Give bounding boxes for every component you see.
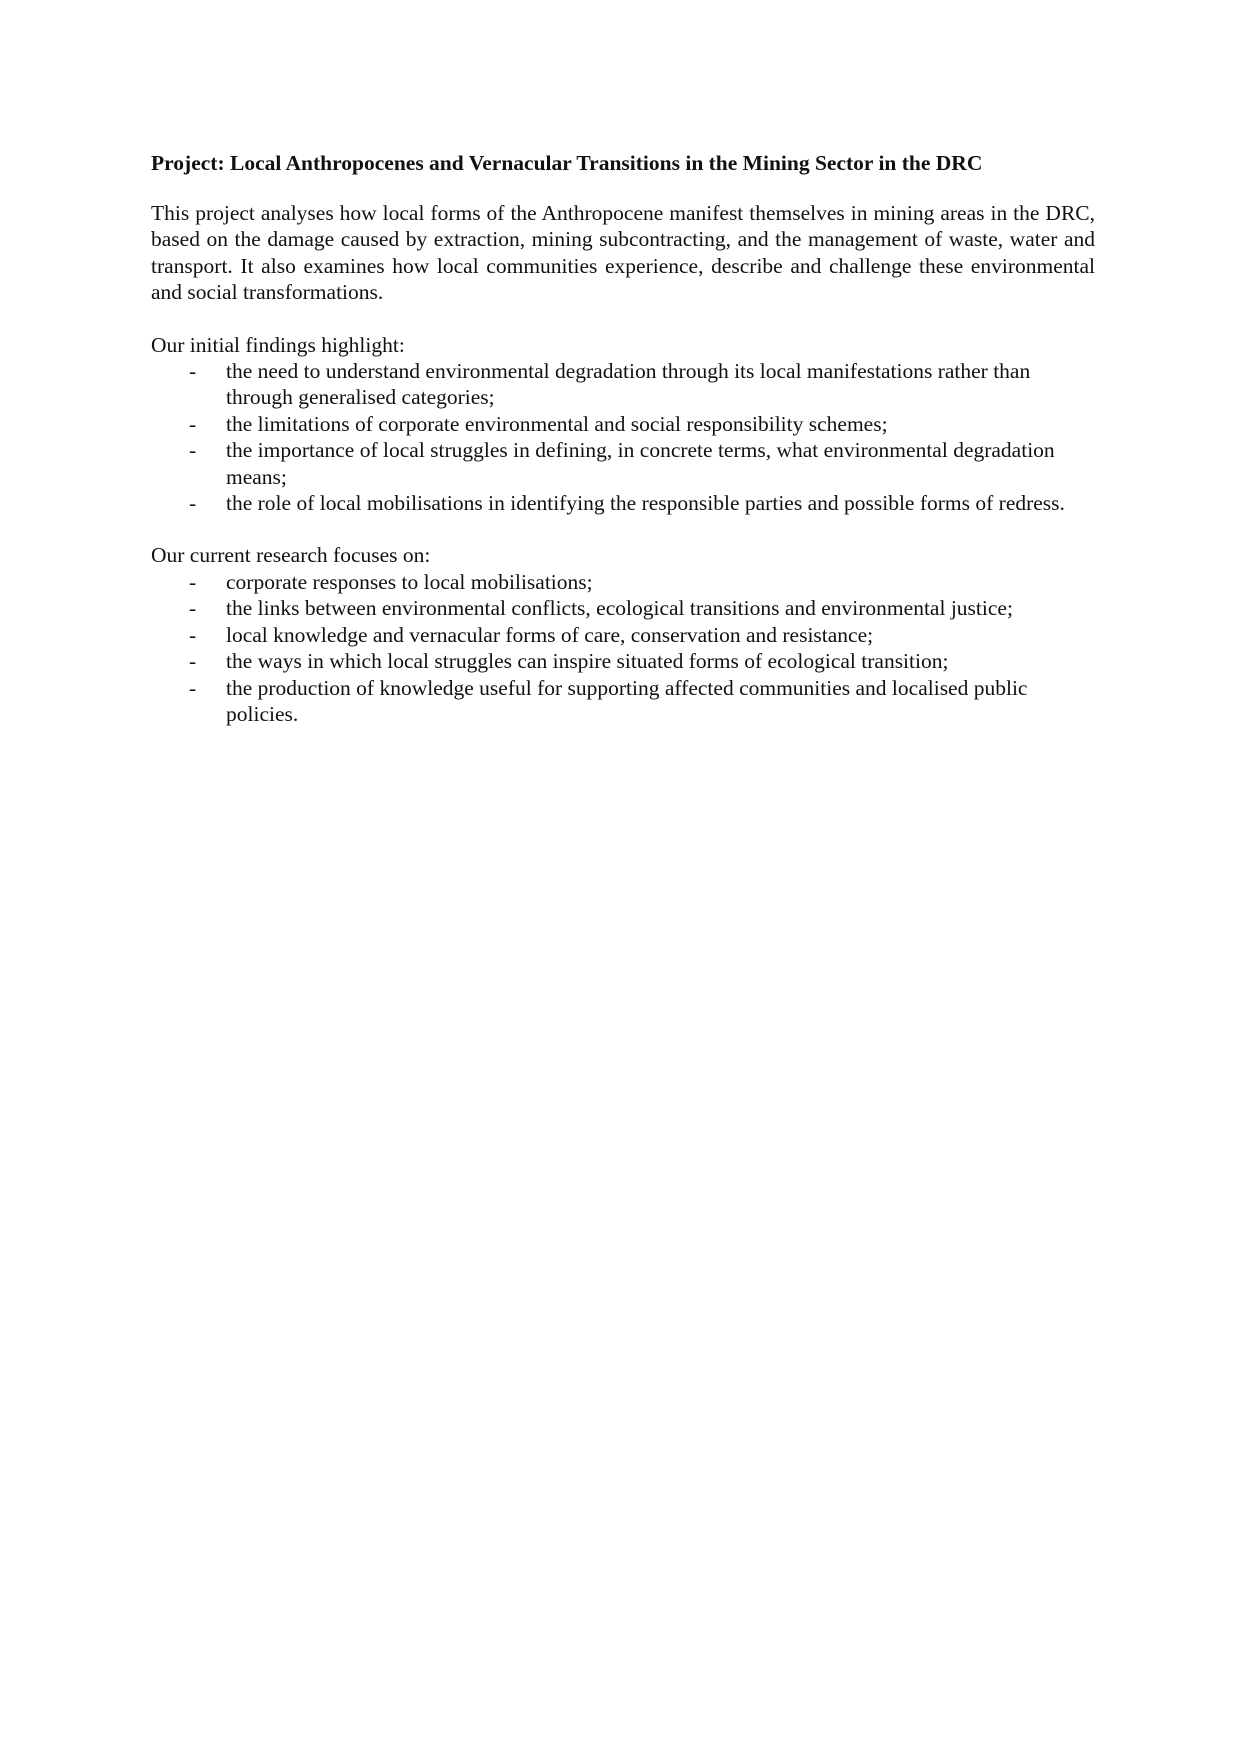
research-intro: Our current research focuses on: bbox=[151, 543, 431, 568]
list-item bbox=[151, 437, 1095, 490]
list-item-text: the production of knowledge useful for supporting affected communities and localised public policies. bbox=[226, 675, 1028, 726]
list-item-text: the limitations of corporate environmental and social responsibility schemes; bbox=[226, 411, 888, 436]
list-item-text: the ways in which local struggles can inspire situated forms of ecological transition; bbox=[226, 649, 949, 674]
list-item bbox=[151, 490, 1095, 516]
dash-bullet: - bbox=[189, 675, 197, 700]
list-item-text: local knowledge and vernacular forms of care, conservation and resistance; bbox=[226, 622, 874, 647]
list-item bbox=[151, 358, 1095, 411]
project-description: This project analyses how local forms of the Anthropocene manifest themselves in mining areas in the DRC, based on the damage caused by extraction, mining subcontracting, and the management of waste, water and transport. It also examines how local communities experience, describe and challenge these environmental and social transformations. bbox=[151, 201, 1095, 305]
research-list bbox=[151, 569, 1095, 727]
dash-bullet: - bbox=[189, 359, 197, 384]
document-page bbox=[151, 150, 1095, 753]
dash-bullet: - bbox=[189, 569, 197, 594]
findings-list bbox=[151, 358, 1095, 516]
dash-bullet: - bbox=[189, 649, 197, 674]
list-item-text: the role of local mobilisations in identifying the responsible parties and possible forms of redress. bbox=[226, 491, 1065, 516]
document-title: Project: Local Anthropocenes and Vernacular Transitions in the Mining Sector in the DRC bbox=[151, 151, 983, 175]
findings-intro: Our initial findings highlight: bbox=[151, 332, 405, 357]
dash-bullet: - bbox=[189, 438, 197, 463]
list-item bbox=[151, 411, 1095, 437]
dash-bullet: - bbox=[189, 491, 197, 516]
list-item-text: corporate responses to local mobilisations; bbox=[226, 569, 593, 594]
list-item bbox=[151, 648, 1095, 674]
list-item-text: the links between environmental conflicts, ecological transitions and environmental justice; bbox=[226, 596, 1013, 621]
list-item bbox=[151, 595, 1095, 621]
list-item bbox=[151, 675, 1095, 728]
dash-bullet: - bbox=[189, 411, 197, 436]
list-item bbox=[151, 569, 1095, 595]
list-item-text: the need to understand environmental degradation through its local manifestations rather than through generalised categories; bbox=[226, 359, 1031, 410]
dash-bullet: - bbox=[189, 596, 197, 621]
dash-bullet: - bbox=[189, 622, 197, 647]
list-item bbox=[151, 622, 1095, 648]
list-item-text: the importance of local struggles in defining, in concrete terms, what environmental degradation means; bbox=[226, 438, 1055, 489]
